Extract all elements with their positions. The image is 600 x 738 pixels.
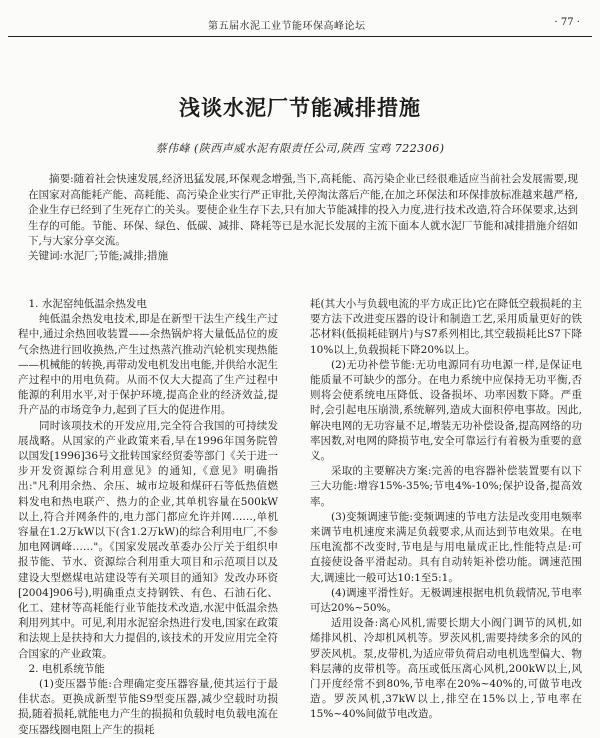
body-paragraph: (2)无功补偿节能:无功电源同有功电源一样,是保证电能质量不可缺少的部分。在电力系统中应保持无功平衡,否则将会使系统电压降低、设备损坏、功率因数下降。严重时,会引起电压崩溃,系统解列,造成大面积停电事故。因此,解决电网的无功容量不足,增装无功补偿设备,提高网络的功率因数,对电网的降损节电,安全可靠运行有着极为重要的意义。 [310,358,582,463]
abstract: 摘要:随着社会快速发展,经济迅猛发展,环保观念增强,当下,高耗能、高污染企业已经很难适应当前社会发展需要,现在国家对高能耗产能、高耗能、高污染企业实行严正审批,关停淘汰落后产能,在加之环保法和环保排放标准越来越严格,企业生存已经到了生死存亡的关头。要使企业生存下去,只有加大节能减排的投入力度,进行技术改造,符合环保要求,达到生存的可能。节能、环保、绿色、低碳、减排、降耗等已是水泥长发展的主流下面本人就水泥厂节能和减排措施介绍如下,与大家分享交流。 [28,173,578,248]
body-paragraph: (4)调速平滑性好。无极调速根据电机负载情况,节电率可达20%~50%。 [310,586,582,615]
section-heading: 2. 电机系统节能 [28,662,105,675]
body-paragraph: (1)变压器节能:合理确定变压器容量,使其运行于最佳状态。更换成新型节能S9型变压器,减少空载时功损损,随着损耗,就能电力产生的损损和负载时电负载电流在变压器线圈电阻上产生的损耗 [18,678,278,736]
keywords: 关键词:水泥厂;节能;减排;措施 [28,250,169,262]
body-paragraph: 耗(其大小与负载电流的平方成正比)它在降低空载损耗的主要方法下改进变压器的设计和制造工艺,采用质量更好的铁芯材料(低损耗硅钢片)与S7系列相比,其空载损耗比S7下降10%以上,负载损耗下降20%以上。 [310,298,582,356]
body-paragraph: 采取的主要解决方案:完善的电容器补偿装置要有以下三大功能:增容15%-35%;节电4%-10%;保护设备,提高效率。 [310,465,582,508]
journal-title: 第五届水泥工业节能环保高峰论坛 [208,21,366,32]
body-paragraph: (3)变频调速节能:变频调速的节电方法是改变用电频率来调节电机速度来满足负载要求,从而达到节电效果。在电压电流都不改变时,节电是与用电量成正比,性能特点是:可直接使设备平滑起动。具有自动转矩补偿功能。调速范围大,调速比一般可达10:1至5:1。 [310,510,582,584]
body-paragraph: 纯低温余热发电技术,即是在新型干法生产线生产过程中,通过余热回收装置——余热锅炉将大量低品位的废气余热进行回收换热,产生过热蒸汽推动汽轮机实现热能——机械能的转换,再带动发电机发出电能,并供给水泥生产过程中的用电负荷。从而不仅大大提高了生产过程中能源的利用水平,对于保护环境,提高企业的经济效益,提升产品的市场竞争力,起到了巨大的促进作用。 [18,313,278,417]
right-column [310,297,582,721]
running-header [8,14,592,37]
paper-title: 浅谈水泥厂节能减排措施 [179,96,421,120]
author-affiliation: 蔡伟峰 (陕西声威水泥有限责任公司,陕西 宝鸡 722306) [155,142,445,155]
body-paragraph: 同时该项技术的开发应用,完全符合我国的可持续发展战略。从国家的产业政策来看,早在1996年国务院曾以国发[1996]36号文批转国家经贸委等部门《关于进一步开发资源综合利用意见》的通知,《意见》明确指出:"凡利用余热、余压、城市垃圾和煤矸石等低热值燃料发电和热电联产、热力的企业,其单机容量在500kW以上,符合并网条件的,电力部门都应允许并网……,单机容量在1.2万kW以下(含1.2万kW)的综合利用电厂,不参加电网调峰……"。《国家发展改革委办公厅关于组织申报节能、节水、资源综合利用重大项目和示范项目以及建设大型燃煤电站建设等有关项目的通知》发改办环资[2004]906号),明确重点支持钢铁、有色、石油石化、化工、建材等高耗能行业节能技术改造,水泥中低温余热利用列其中。可见,利用水泥窑余热进行发电,国家在政策和法规上是扶持和大力提倡的,该技术的开发应用完全符合国家的产业政策。 [18,419,278,660]
body-paragraph: 适用设备:离心风机,需要长期大小阀门调节的风机,如烯排风机、冷却机风机等。罗茨风机,需要持续多余的风的罗茨风机。泵,皮带机,为适应带负荷启动电机选型偏大、物料层薄的皮带机等。高压或低压离心风机,200kW以上,风门开度经常不到80%,节电率在20%~40%的,可做节电改造。罗茨风机,37kW以上,排空在15%以上,节电率在15%~40%间做节电改造。 [310,617,582,721]
left-column [18,297,278,736]
page-number: · 77 · [554,17,580,28]
section-heading: 1. 水泥窑纯低温余热发电 [28,298,147,310]
